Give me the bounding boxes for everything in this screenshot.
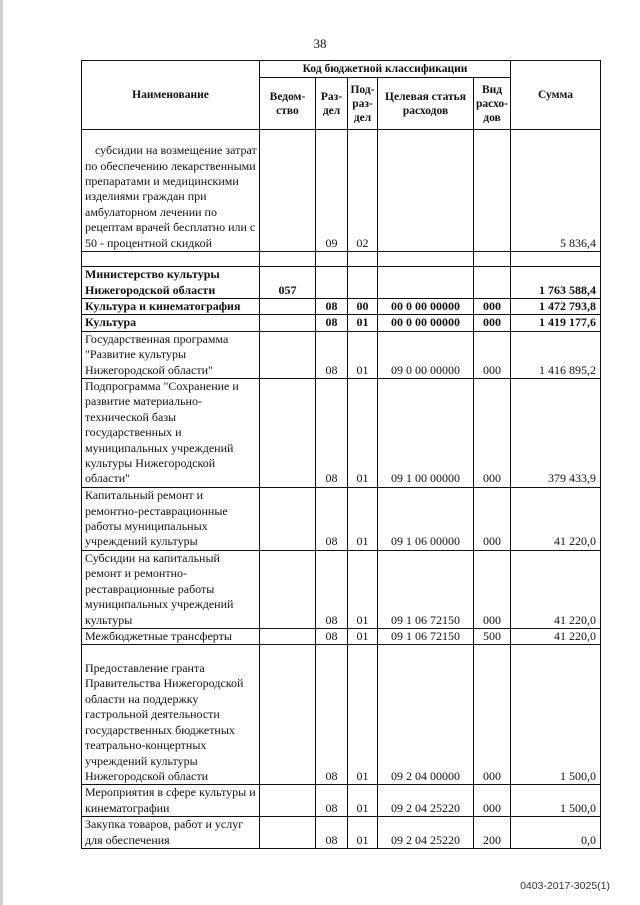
cell-subsection: 01 [348,315,378,331]
table-row [82,331,601,378]
cell-sum: 5 836,4 [511,130,601,252]
cell-type: 000 [474,331,511,378]
cell-dept [260,315,316,331]
cell-section: 08 [316,487,348,550]
cell-subsection: 00 [348,299,378,315]
header-sum: Сумма [511,61,601,130]
header-subsection: Под-раз-дел [348,78,378,130]
cell-dept [260,487,316,550]
cell-section: 08 [316,645,348,785]
cell-dept: 057 [260,267,316,299]
table-row [82,550,601,628]
cell-section: 08 [316,628,348,644]
cell-subsection: 01 [348,379,378,488]
cell-subsection: 01 [348,550,378,628]
cell-section [316,267,348,299]
cell-section: 09 [316,130,348,252]
cell-dept [260,645,316,785]
table-row [82,817,601,849]
cell-target [378,267,474,299]
cell-name: Закупка товаров, работ и услуг для обеспечения [82,817,260,849]
cell-type: 200 [474,817,511,849]
cell-sum: 1 763 588,4 [511,267,601,299]
cell-section: 08 [316,315,348,331]
cell-section: 08 [316,331,348,378]
header-target: Целевая статья расходов [378,78,474,130]
cell-sum: 41 220,0 [511,628,601,644]
header-section: Раз-дел [316,78,348,130]
cell-name: Государственная программа "Развитие культуры Нижегородской области" [82,331,260,378]
cell-target: 09 2 04 25220 [378,785,474,817]
cell-section: 08 [316,299,348,315]
cell-sum: 1 472 793,8 [511,299,601,315]
cell-sum: 1 419 177,6 [511,315,601,331]
cell-name: субсидии на возмещение затрат по обеспечению лекарственными препаратами и медицинскими изделиями граждан при амбулаторном лечении по рецептам врачей бесплатно или с 50 - процентной скидкой [82,130,260,252]
table-row [82,299,601,315]
cell-sum: 41 220,0 [511,487,601,550]
table-row [82,379,601,488]
page-number: 38 [313,36,327,51]
spacer-row [82,252,601,267]
header-code-group: Код бюджетной классификации [260,61,511,78]
table-row [82,315,601,331]
cell-section: 08 [316,817,348,849]
cell-target: 09 2 04 00000 [378,645,474,785]
cell-name: Капитальный ремонт и ремонтно-реставрационные работы муниципальных учреждений культуры [82,487,260,550]
table-row [82,130,601,252]
cell-sum: 41 220,0 [511,550,601,628]
cell-name: Подпрограмма "Сохранение и развитие материально-технической базы государственных и муниципальных учреждений культуры Нижегородской области" [82,379,260,488]
cell-subsection: 01 [348,331,378,378]
header-dept: Ведом-ство [260,78,316,130]
cell-subsection [348,267,378,299]
cell-name: Культура и кинематография [82,299,260,315]
cell-type: 000 [474,299,511,315]
cell-type: 000 [474,487,511,550]
cell-type: 000 [474,645,511,785]
cell-section: 08 [316,785,348,817]
table-row [82,487,601,550]
cell-sum: 0,0 [511,817,601,849]
cell-name: Культура [82,315,260,331]
cell-type: 000 [474,785,511,817]
cell-sum: 1 416 895,2 [511,331,601,378]
cell-name: Министерство культуры Нижегородской области [82,267,260,299]
cell-target: 00 0 00 00000 [378,315,474,331]
cell-dept [260,299,316,315]
cell-dept [260,550,316,628]
cell-subsection: 01 [348,645,378,785]
document-code: 0403-2017-3025(1) [520,880,610,892]
cell-target: 09 1 06 72150 [378,550,474,628]
cell-target: 09 1 06 72150 [378,628,474,644]
table-row [82,785,601,817]
scan-edge [0,0,3,905]
cell-sum: 1 500,0 [511,785,601,817]
cell-target: 09 2 04 25220 [378,817,474,849]
cell-name: Мероприятия в сфере культуры и кинематографии [82,785,260,817]
table-row [82,267,601,299]
cell-type: 500 [474,628,511,644]
cell-dept [260,130,316,252]
cell-subsection: 01 [348,487,378,550]
cell-dept [260,785,316,817]
cell-dept [260,817,316,849]
cell-name: Межбюджетные трансферты [82,628,260,644]
cell-target: 09 0 00 00000 [378,331,474,378]
cell-subsection: 01 [348,817,378,849]
table-row [82,628,601,644]
cell-name: Субсидии на капитальный ремонт и ремонтно-реставрационные работы муниципальных учреждений культуры [82,550,260,628]
cell-sum: 379 433,9 [511,379,601,488]
cell-section: 08 [316,550,348,628]
cell-section: 08 [316,379,348,488]
cell-type: 000 [474,315,511,331]
header-expense-type: Вид расхо-дов [474,78,511,130]
cell-subsection: 02 [348,130,378,252]
cell-subsection: 01 [348,785,378,817]
cell-target: 00 0 00 00000 [378,299,474,315]
cell-dept [260,379,316,488]
cell-dept [260,628,316,644]
cell-target: 09 1 00 00000 [378,379,474,488]
cell-subsection: 01 [348,628,378,644]
cell-type [474,130,511,252]
cell-target [378,130,474,252]
cell-type: 000 [474,379,511,488]
cell-type: 000 [474,550,511,628]
header-name: Наименование [82,61,260,130]
cell-sum: 1 500,0 [511,645,601,785]
table-row [82,645,601,785]
cell-type [474,267,511,299]
cell-name: Предоставление гранта Правительства Нижегородской области на поддержку гастрольной деятельности государственных бюджетных театрально-концертных учреждений культуры Нижегородской области [82,645,260,785]
cell-target: 09 1 06 00000 [378,487,474,550]
cell-dept [260,331,316,378]
budget-table [81,60,601,849]
